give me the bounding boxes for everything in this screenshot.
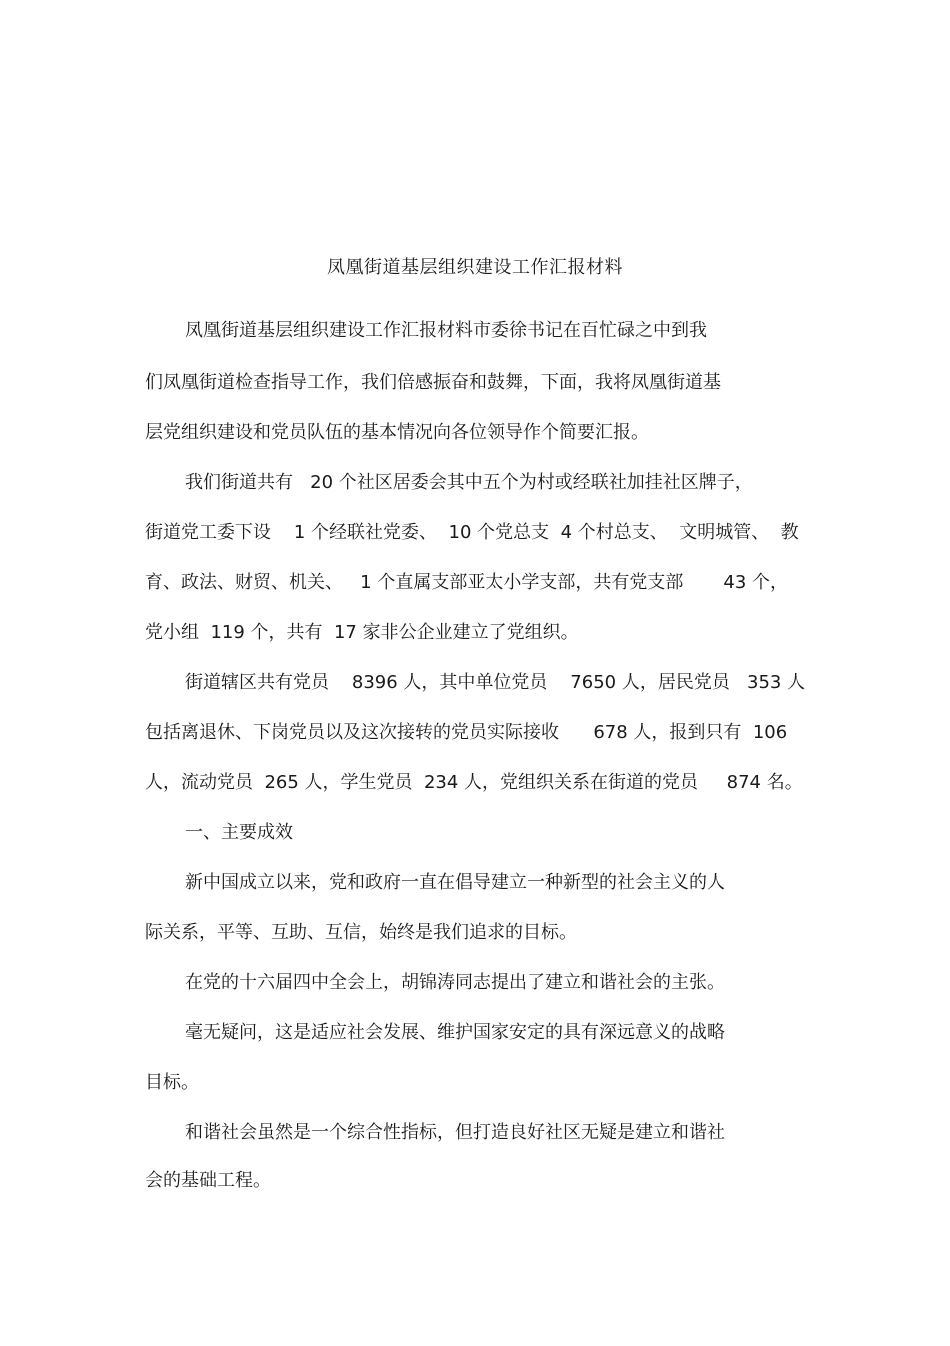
paragraph-line: 层党组织建设和党员队伍的基本情况向各位领导作个简要汇报。 <box>145 422 649 443</box>
paragraph-line: 际关系，平等、互助、互信，始终是我们追求的目标。 <box>145 922 577 943</box>
paragraph-line: 我们街道共有 20 个社区居委会其中五个为村或经联社加挂社区牌子， <box>185 472 753 493</box>
paragraph-line: 在党的十六届四中全会上，胡锦涛同志提出了建立和谐社会的主张。 <box>185 972 725 993</box>
paragraph-line: 包括离退休、下岗党员以及这次接转的党员实际接收 678 人，报到只有 106 <box>145 722 788 743</box>
paragraph-line: 毫无疑问，这是适应社会发展、维护国家安定的具有深远意义的战略 <box>185 1022 725 1043</box>
document-title: 凤凰街道基层组织建设工作汇报材料 <box>327 257 623 278</box>
paragraph-line: 凤凰街道基层组织建设工作汇报材料市委徐书记在百忙碌之中到我 <box>185 320 707 341</box>
paragraph-line: 新中国成立以来，党和政府一直在倡导建立一种新型的社会主义的人 <box>185 872 725 893</box>
paragraph-line: 街道辖区共有党员 8396 人，其中单位党员 7650 人，居民党员 353 人 <box>185 672 806 693</box>
paragraph-line: 们凤凰街道检查指导工作，我们倍感振奋和鼓舞，下面，我将凤凰街道基 <box>145 372 721 393</box>
paragraph-line: 目标。 <box>145 1072 199 1093</box>
paragraph-line: 和谐社会虽然是一个综合性指标，但打造良好社区无疑是建立和谐社 <box>185 1122 725 1143</box>
paragraph-line: 育、政法、财贸、机关、 1 个直属支部亚太小学支部，共有党支部 43 个， <box>145 572 789 593</box>
paragraph-line: 街道党工委下设 1 个经联社党委、 10 个党总支 4 个村总支、 文明城管、 教 <box>145 522 799 543</box>
paragraph-line: 党小组 119 个，共有 17 家非公企业建立了党组织。 <box>145 622 579 643</box>
paragraph-line: 会的基础工程。 <box>145 1170 271 1191</box>
section-heading: 一、主要成效 <box>185 822 293 843</box>
paragraph-line: 人，流动党员 265 人，学生党员 234 人，党组织关系在街道的党员 874 名。 <box>145 772 803 793</box>
